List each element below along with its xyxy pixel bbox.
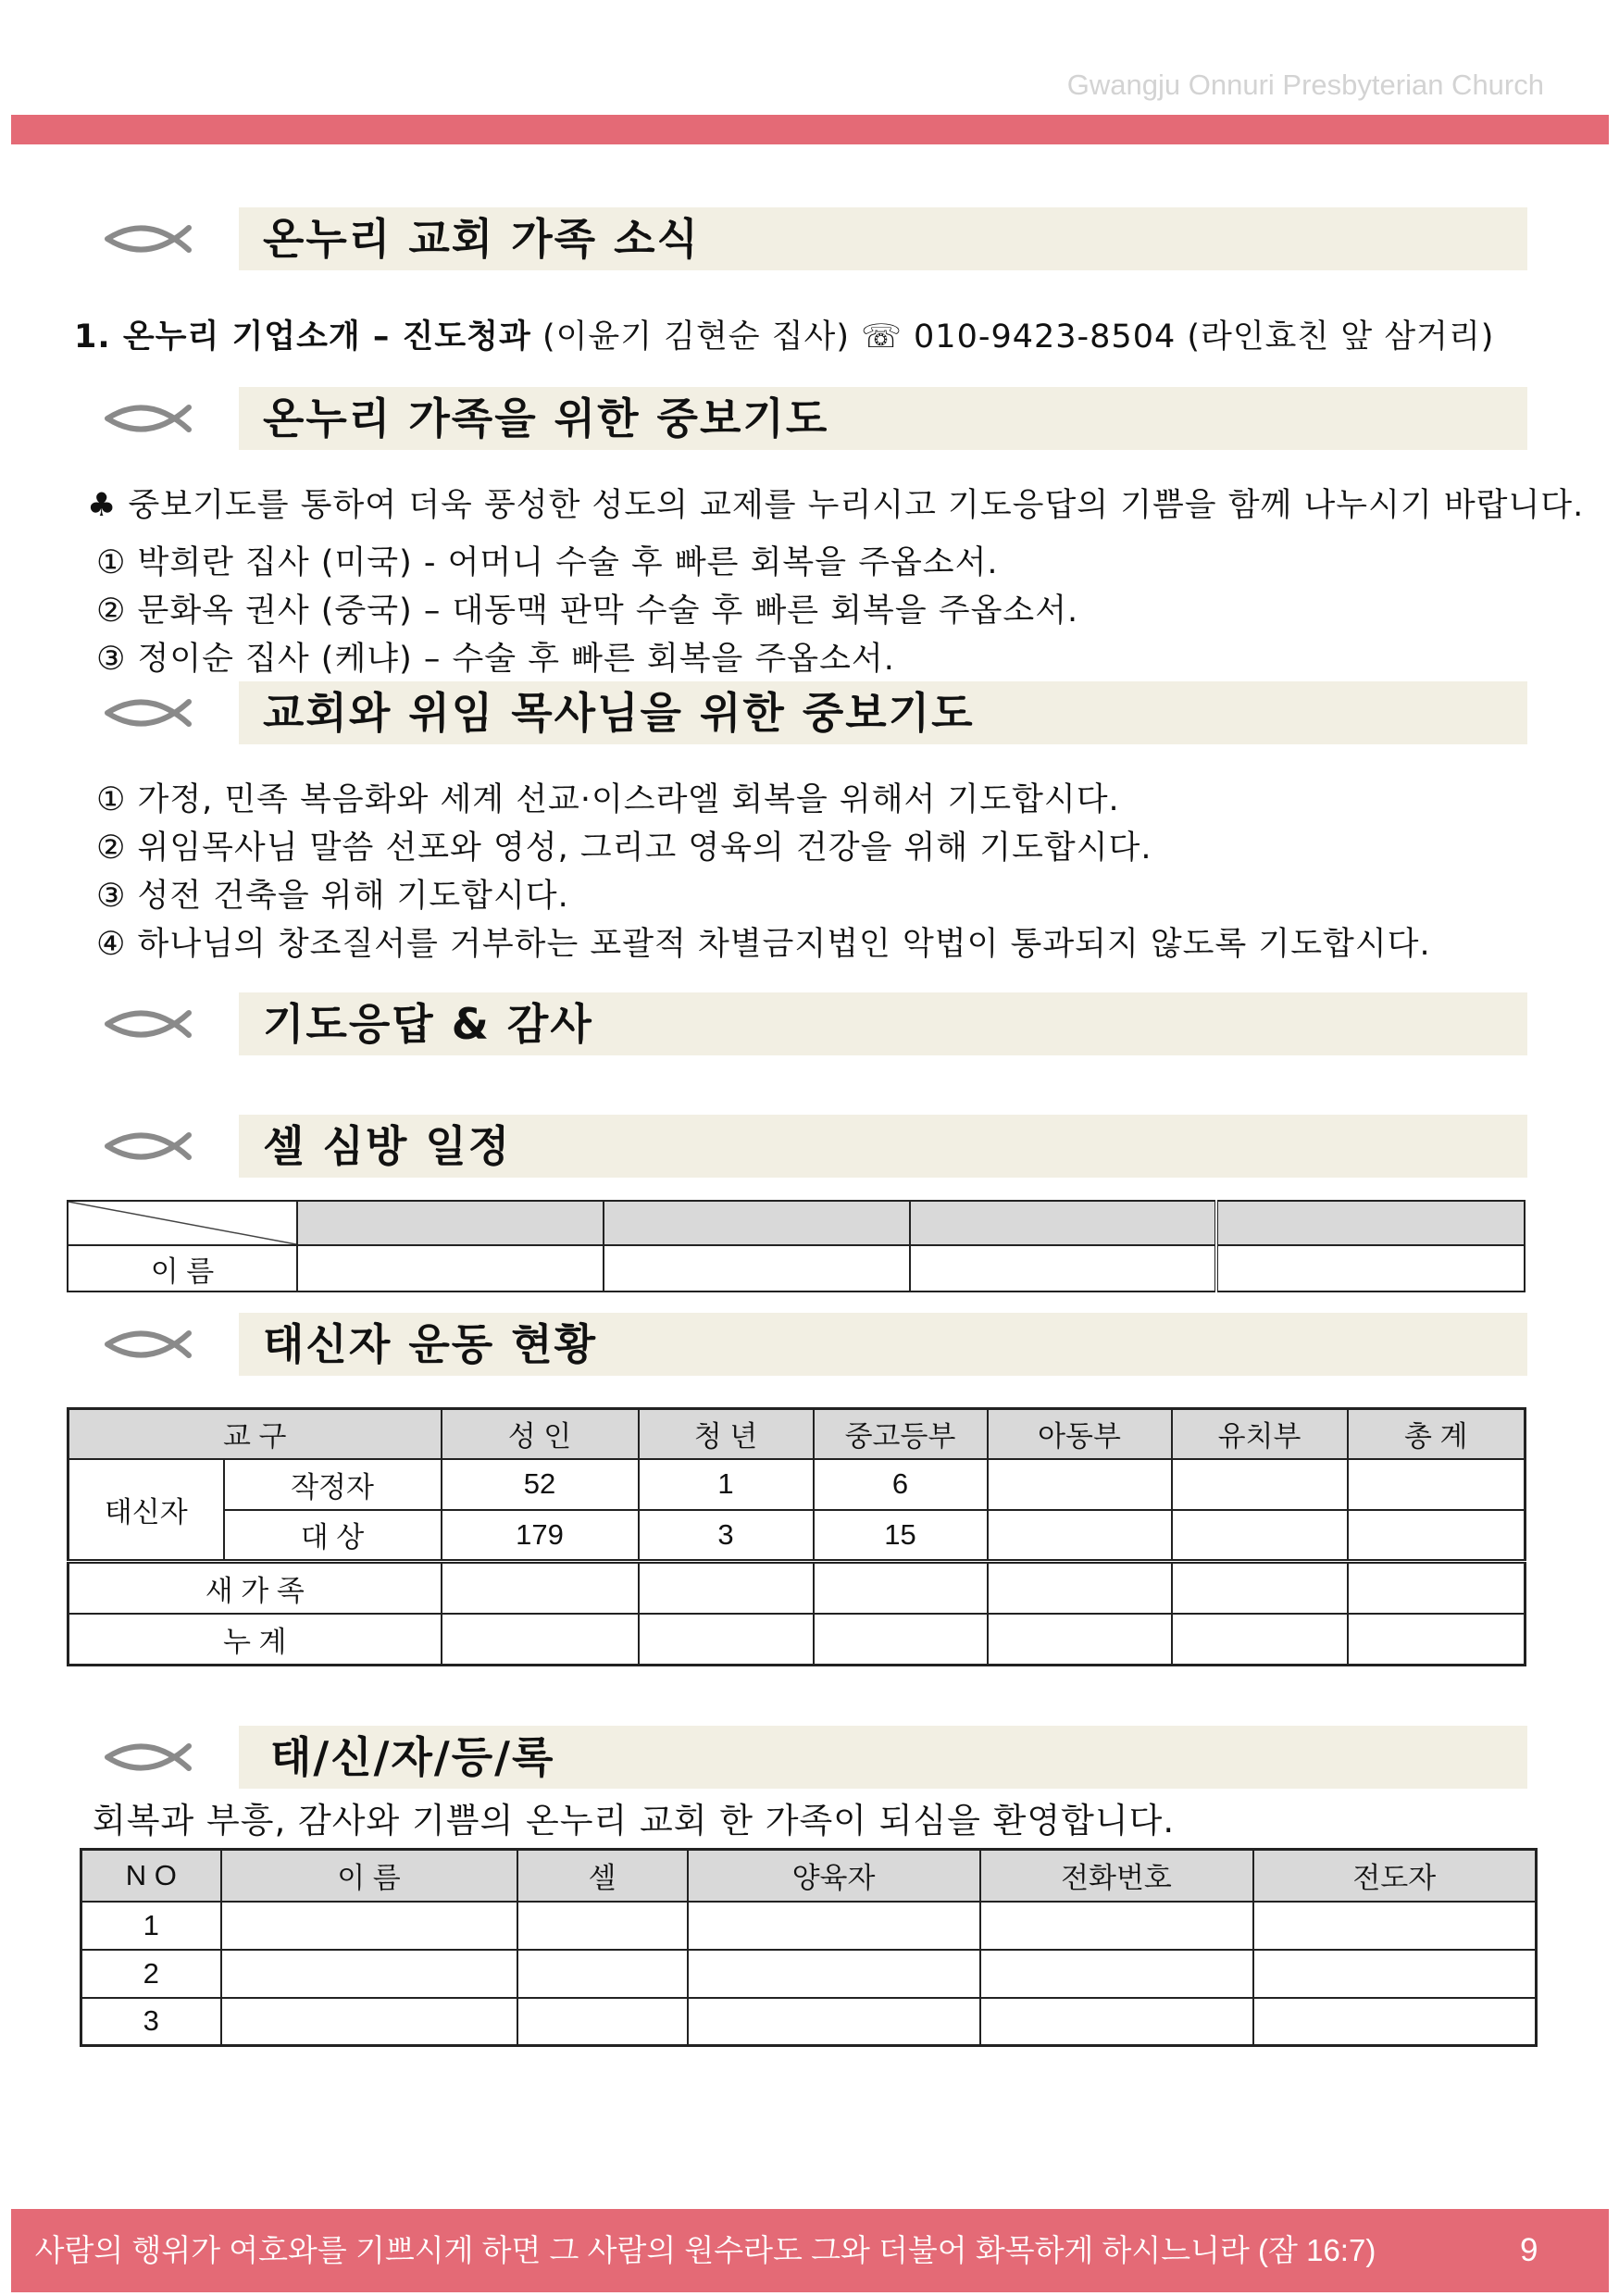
business-intro xyxy=(74,311,1494,357)
table-cell xyxy=(688,1998,980,2046)
business-location: (라인효친 앞 삼거리) xyxy=(1187,318,1495,356)
section-title: 교회와 위임 목사님을 위한 중보기도 xyxy=(263,688,975,738)
row-label: 작정자 xyxy=(224,1459,442,1510)
welcome-message: 회복과 부흥, 감사와 기쁨의 온누리 교회 한 가족이 되심을 환영합니다. xyxy=(93,1801,1176,1841)
row-number: 2 xyxy=(81,1950,221,1998)
table-row xyxy=(81,1998,1537,2046)
section-header-family-prayer xyxy=(239,387,1527,450)
table-cell xyxy=(1216,1201,1525,1245)
column-header: N O xyxy=(81,1850,221,1902)
table-cell xyxy=(1348,1510,1526,1562)
church-prayer-item: ③ 성전 건축을 위해 기도합시다. xyxy=(96,878,569,915)
section-header-evangelism xyxy=(239,1313,1527,1376)
fish-icon xyxy=(100,217,204,261)
table-cell xyxy=(910,1245,1216,1292)
table-cell xyxy=(639,1562,814,1614)
business-phone: ☏ 010-9423-8504 xyxy=(861,318,1177,356)
prayer-intro: ♣ 중보기도를 통하여 더욱 풍성한 성도의 교제를 누리시고 기도응답의 기쁨을 함께 나누시기 바랍니다. xyxy=(87,487,1585,524)
table-cell xyxy=(517,1902,688,1950)
table-row xyxy=(81,1902,1537,1950)
row-label: 누 계 xyxy=(68,1614,442,1666)
row-number: 3 xyxy=(81,1998,221,2046)
table-row xyxy=(68,1614,1526,1666)
table-cell xyxy=(604,1201,910,1245)
business-name: 1. 온누리 기업소개 – 진도청과 xyxy=(74,318,531,356)
section-title: 기도응답 & 감사 xyxy=(263,999,593,1049)
table-cell xyxy=(1172,1510,1348,1562)
table-cell xyxy=(1348,1614,1526,1666)
table-cell xyxy=(1172,1614,1348,1666)
table-cell: 1 xyxy=(639,1459,814,1510)
section-header-church-prayer xyxy=(239,681,1527,744)
section-title: 온누리 가족을 위한 중보기도 xyxy=(263,393,829,443)
table-row xyxy=(68,1562,1526,1614)
row-label: 이 름 xyxy=(68,1245,297,1292)
table-cell xyxy=(442,1614,639,1666)
section-title: 셀 심방 일정 xyxy=(263,1121,512,1171)
church-prayer-item: ① 가정, 민족 복음화와 세계 선교·이스라엘 회복을 위해서 기도합시다. xyxy=(96,781,1120,818)
table-cell: 179 xyxy=(442,1510,639,1562)
column-header: 교 구 xyxy=(68,1409,442,1459)
fish-icon xyxy=(100,1002,204,1046)
column-header: 성 인 xyxy=(442,1409,639,1459)
table-row xyxy=(68,1510,1526,1562)
church-name: Gwangju Onnuri Presbyterian Church xyxy=(1066,69,1544,101)
registration-table xyxy=(80,1848,1538,2047)
section-header-family-news xyxy=(239,207,1527,270)
fish-icon xyxy=(100,691,204,735)
footer-bar xyxy=(11,2209,1609,2292)
table-cell xyxy=(1253,1950,1537,1998)
table-cell xyxy=(980,1950,1253,1998)
table-cell xyxy=(1172,1459,1348,1510)
table-cell xyxy=(980,1998,1253,2046)
prayer-item: ③ 정이순 집사 (케냐) – 수술 후 빠른 회복을 주옵소서. xyxy=(96,641,895,678)
fish-icon xyxy=(100,1124,204,1168)
table-cell xyxy=(910,1201,1216,1245)
table-cell xyxy=(517,1998,688,2046)
table-cell xyxy=(980,1902,1253,1950)
table-cell xyxy=(814,1562,988,1614)
section-header-registration xyxy=(239,1726,1527,1789)
group-label: 태신자 xyxy=(68,1459,224,1562)
column-header: 총 계 xyxy=(1348,1409,1526,1459)
table-cell xyxy=(688,1950,980,1998)
table-cell xyxy=(221,1902,517,1950)
table-cell xyxy=(517,1950,688,1998)
table-cell xyxy=(639,1614,814,1666)
table-cell xyxy=(688,1902,980,1950)
diagonal-cell xyxy=(68,1201,297,1245)
church-prayer-item: ④ 하나님의 창조질서를 거부하는 포괄적 차별금지법인 악법이 통과되지 않도록 기도합시다. xyxy=(96,926,1431,963)
church-prayer-item: ② 위임목사님 말씀 선포와 영성, 그리고 영육의 건강을 위해 기도합시다. xyxy=(96,830,1152,867)
header-bar xyxy=(11,115,1609,144)
business-owners: (이윤기 김현순 집사) xyxy=(542,318,850,356)
fish-icon xyxy=(100,1735,204,1779)
table-cell: 3 xyxy=(639,1510,814,1562)
table-cell: 6 xyxy=(814,1459,988,1510)
column-header: 양육자 xyxy=(688,1850,980,1902)
section-title: 태신자 운동 현황 xyxy=(263,1319,598,1369)
column-header: 이 름 xyxy=(221,1850,517,1902)
footer-verse: 사람의 행위가 여호와를 기쁘시게 하면 그 사람의 원수라도 그와 더불어 화목하게 하시느니라 (잠 16:7) xyxy=(34,2233,1376,2267)
column-header: 아동부 xyxy=(988,1409,1172,1459)
table-cell xyxy=(988,1510,1172,1562)
column-header: 중고등부 xyxy=(814,1409,988,1459)
section-title: 온누리 교회 가족 소식 xyxy=(263,214,700,264)
table-cell xyxy=(1348,1562,1526,1614)
table-cell xyxy=(988,1459,1172,1510)
evangelism-table xyxy=(67,1407,1526,1666)
section-header-cell-visit xyxy=(239,1115,1527,1178)
section-title: 태/신/자/등/록 xyxy=(270,1732,555,1782)
fish-icon xyxy=(100,1322,204,1366)
table-cell xyxy=(988,1562,1172,1614)
table-row xyxy=(68,1459,1526,1510)
column-header: 전도자 xyxy=(1253,1850,1537,1902)
table-cell xyxy=(297,1201,604,1245)
table-cell: 52 xyxy=(442,1459,639,1510)
table-cell xyxy=(221,1998,517,2046)
table-cell xyxy=(1253,1902,1537,1950)
column-header: 청 년 xyxy=(639,1409,814,1459)
table-cell xyxy=(442,1562,639,1614)
fish-icon xyxy=(100,396,204,441)
row-label: 새 가 족 xyxy=(68,1562,442,1614)
table-cell xyxy=(604,1245,910,1292)
table-cell: 15 xyxy=(814,1510,988,1562)
table-cell xyxy=(297,1245,604,1292)
section-header-answers xyxy=(239,992,1527,1055)
table-cell xyxy=(988,1614,1172,1666)
prayer-item: ① 박희란 집사 (미국) - 어머니 수술 후 빠른 회복을 주옵소서. xyxy=(96,544,999,581)
table-cell xyxy=(1253,1998,1537,2046)
prayer-item: ② 문화옥 권사 (중국) – 대동맥 판막 수술 후 빠른 회복을 주옵소서. xyxy=(96,593,1079,630)
table-row xyxy=(81,1950,1537,1998)
table-cell xyxy=(1172,1562,1348,1614)
column-header: 유치부 xyxy=(1172,1409,1348,1459)
row-number: 1 xyxy=(81,1902,221,1950)
page-number: 9 xyxy=(1520,2232,1538,2268)
row-label: 대 상 xyxy=(224,1510,442,1562)
table-cell xyxy=(221,1950,517,1998)
column-header: 셀 xyxy=(517,1850,688,1902)
table-cell xyxy=(814,1614,988,1666)
cell-visit-table xyxy=(67,1200,1526,1292)
table-cell xyxy=(1216,1245,1525,1292)
column-header: 전화번호 xyxy=(980,1850,1253,1902)
table-cell xyxy=(1348,1459,1526,1510)
